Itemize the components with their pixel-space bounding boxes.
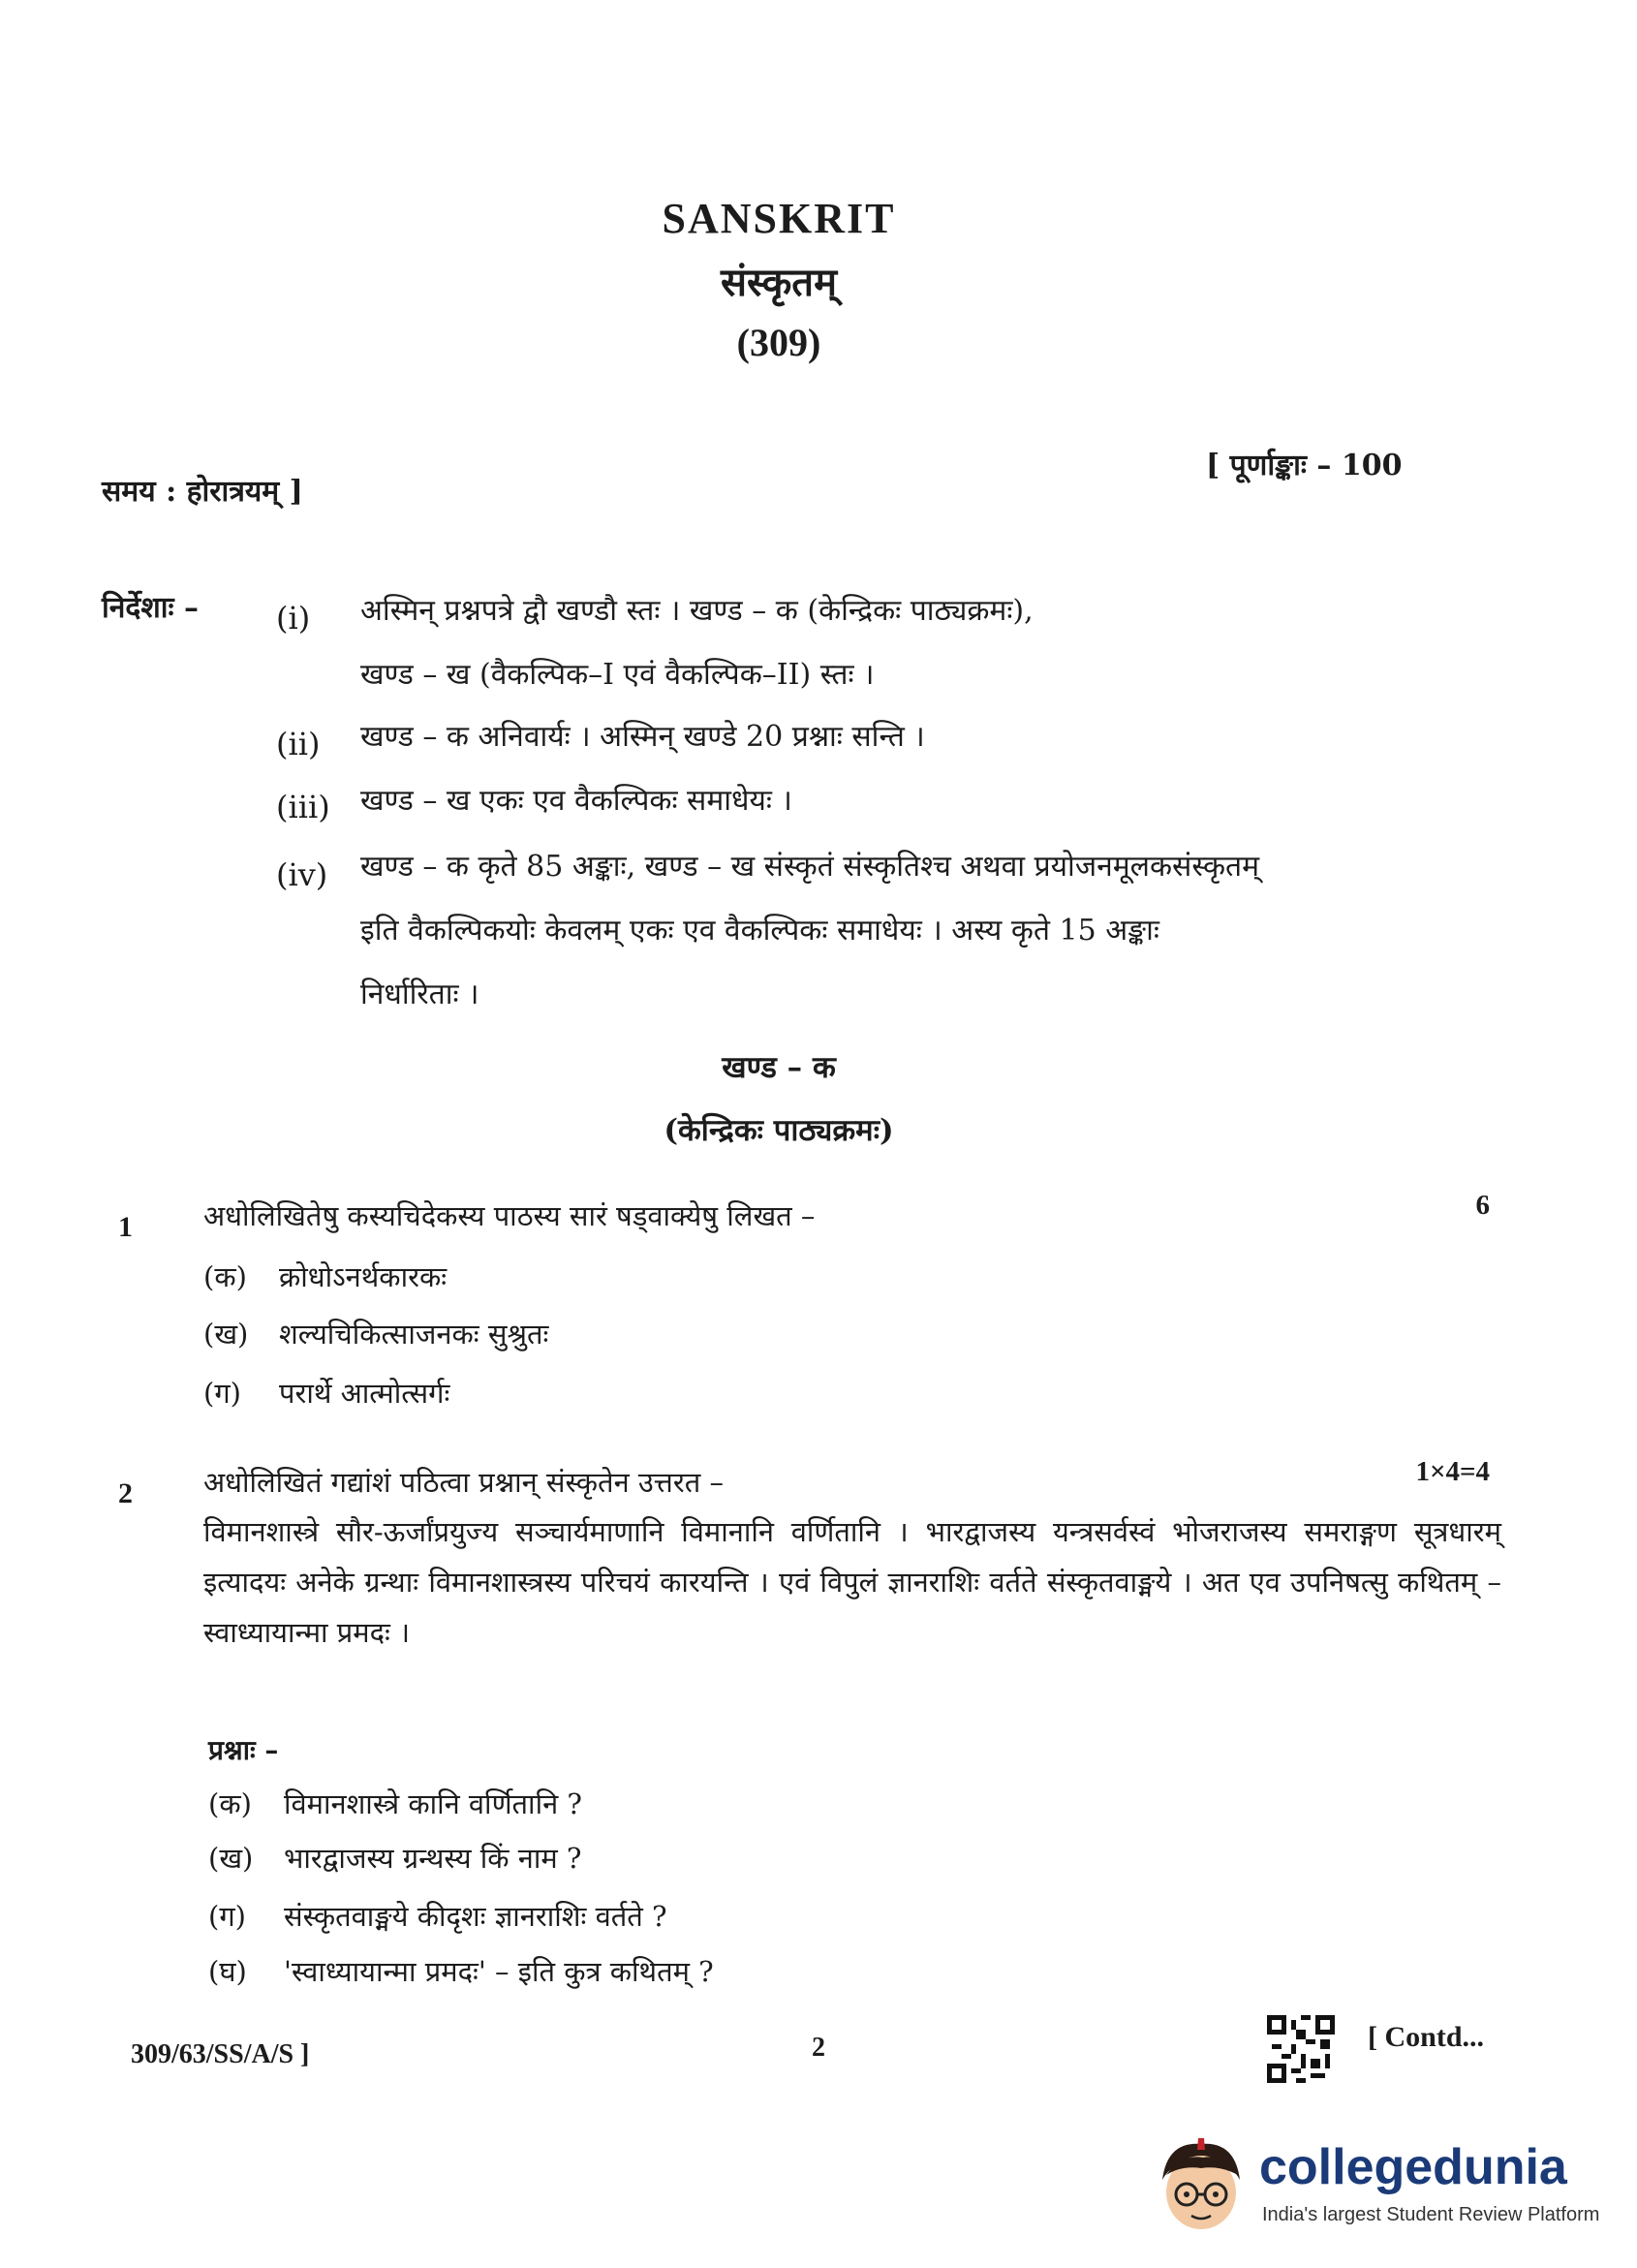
subquestion-label: (क) <box>208 1787 252 1820</box>
question-number: 1 <box>118 1211 133 1243</box>
subquestion-item <box>208 1839 581 1877</box>
option-label: (ख) <box>203 1318 249 1351</box>
questions-label: प्रश्नाः – <box>208 1734 279 1766</box>
question-marks: 1×4=4 <box>1415 1456 1490 1487</box>
subject-title-english: SANSKRIT <box>662 195 896 242</box>
option-text: क्रोधोऽनर्थकारकः <box>279 1260 448 1293</box>
brand-name: collegedunia <box>1259 2139 1567 2195</box>
section-subtitle: (केन्द्रिकः पाठ्यक्रमः) <box>664 1113 894 1148</box>
option-item <box>203 1374 449 1412</box>
instruction-number: (iv) <box>276 856 328 893</box>
instruction-line: अस्मिन् प्रश्नपत्रे द्वौ खण्डौ स्तः । खण्ड – क (केन्द्रिकः पाठ्यक्रमः), <box>360 594 1034 628</box>
instruction-number: (iii) <box>276 789 330 825</box>
subject-code: (309) <box>736 321 821 364</box>
paper-code-footer: 309/63/SS/A/S ] <box>131 2039 310 2069</box>
instruction-line: खण्ड – ख एकः एव वैकल्पिकः समाधेयः । <box>360 784 792 818</box>
continued-note: [ Contd... <box>1368 2021 1485 2053</box>
instruction-item <box>360 705 1494 769</box>
subquestion-label: (घ) <box>208 1955 247 1988</box>
option-label: (क) <box>203 1260 247 1293</box>
subquestion-label: (ख) <box>208 1842 254 1875</box>
student-mascot-icon <box>1153 2136 1250 2243</box>
subquestion-text: भारद्वाजस्य ग्रन्थस्य किं नाम ? <box>284 1842 582 1875</box>
reading-passage: विमानशास्त्रे सौर-ऊर्जांप्रयुज्य सञ्चार्यमाणानि विमानानि वर्णितानि । भारद्वाजस्य यन्त्रसर्वस्वं भोजराजस्य समराङ्गण सूत्रधारम् इत्यादयः अनेके ग्रन्थाः विमानशास्त्रस्य परिचयं कारयन्ति । एवं विपुलं ज्ञानराशिः वर्तते संस्कृतवाङ्मये । अत एव उपनिषत्सु कथितम् – स्वाध्यायान्मा प्रमदः । <box>203 1515 1501 1649</box>
question-number: 2 <box>118 1477 133 1509</box>
option-text: शल्यचिकित्साजनकः सुश्रुतः <box>279 1318 549 1351</box>
instructions-block <box>0 0 1558 1066</box>
instruction-line: खण्ड – क अनिवार्यः । अस्मिन् खण्डे 20 प्रश्नाः सन्ति । <box>360 720 925 754</box>
subquestion-item <box>208 1785 582 1822</box>
subquestion-text: 'स्वाध्यायान्मा प्रमदः' – इति कुत्र कथितम् ? <box>284 1955 714 1988</box>
time-allowed: समय : होरात्रयम् ] <box>102 475 303 509</box>
qr-code-icon <box>1267 2015 1335 2083</box>
option-item <box>203 1315 548 1352</box>
question-text: अधोलिखितेषु कस्यचिदेकस्य पाठस्य सारं षड्वाक्येषु लिखत – <box>203 1199 816 1232</box>
instruction-item <box>360 769 1494 833</box>
option-item <box>203 1258 447 1295</box>
instruction-item <box>360 835 1494 1027</box>
option-text: परार्थे आत्मोत्सर्गः <box>279 1377 450 1410</box>
maximum-marks: [ पूर्णाङ्काः – 100 <box>1206 449 1403 482</box>
collegedunia-logo <box>1153 2136 1600 2252</box>
question-text: अधोलिखितं गद्यांशं पठित्वा प्रश्नान् संस्कृतेन उत्तरत – <box>203 1466 724 1499</box>
subject-title-sanskrit: संस्कृतम् <box>720 261 838 304</box>
instruction-line: खण्ड – ख (वैकल्पिक–I एवं वैकल्पिक–II) स्तः । <box>360 658 875 692</box>
brand-tagline: India's largest Student Review Platform <box>1262 2204 1600 2225</box>
option-label: (ग) <box>203 1377 241 1410</box>
instruction-number: (i) <box>276 600 311 637</box>
instructions-label: निर्देशाः – <box>102 591 200 625</box>
subquestion-text: संस्कृतवाङ्मये कीदृशः ज्ञानराशिः वर्तते ? <box>284 1900 667 1933</box>
section-title: खण्ड – क <box>722 1050 836 1085</box>
subquestion-item <box>208 1952 714 1990</box>
instruction-item <box>360 579 1494 707</box>
page-number: 2 <box>812 2033 825 2063</box>
instruction-number: (ii) <box>276 726 321 762</box>
instruction-line: निर्धारिताः । <box>360 978 479 1011</box>
subquestion-item <box>208 1897 667 1935</box>
instruction-line: खण्ड – क कृते 85 अङ्काः, खण्ड – ख संस्कृतं संस्कृतिश्च अथवा प्रयोजनमूलकसंस्कृतम् <box>360 850 1260 884</box>
subquestion-label: (ग) <box>208 1900 246 1933</box>
question-marks: 6 <box>1475 1190 1490 1221</box>
subquestion-text: विमानशास्त्रे कानि वर्णितानि ? <box>284 1787 582 1820</box>
instruction-line: इति वैकल्पिकयोः केवलम् एकः एव वैकल्पिकः समाधेयः । अस्य कृते 15 अङ्काः <box>360 914 1159 948</box>
